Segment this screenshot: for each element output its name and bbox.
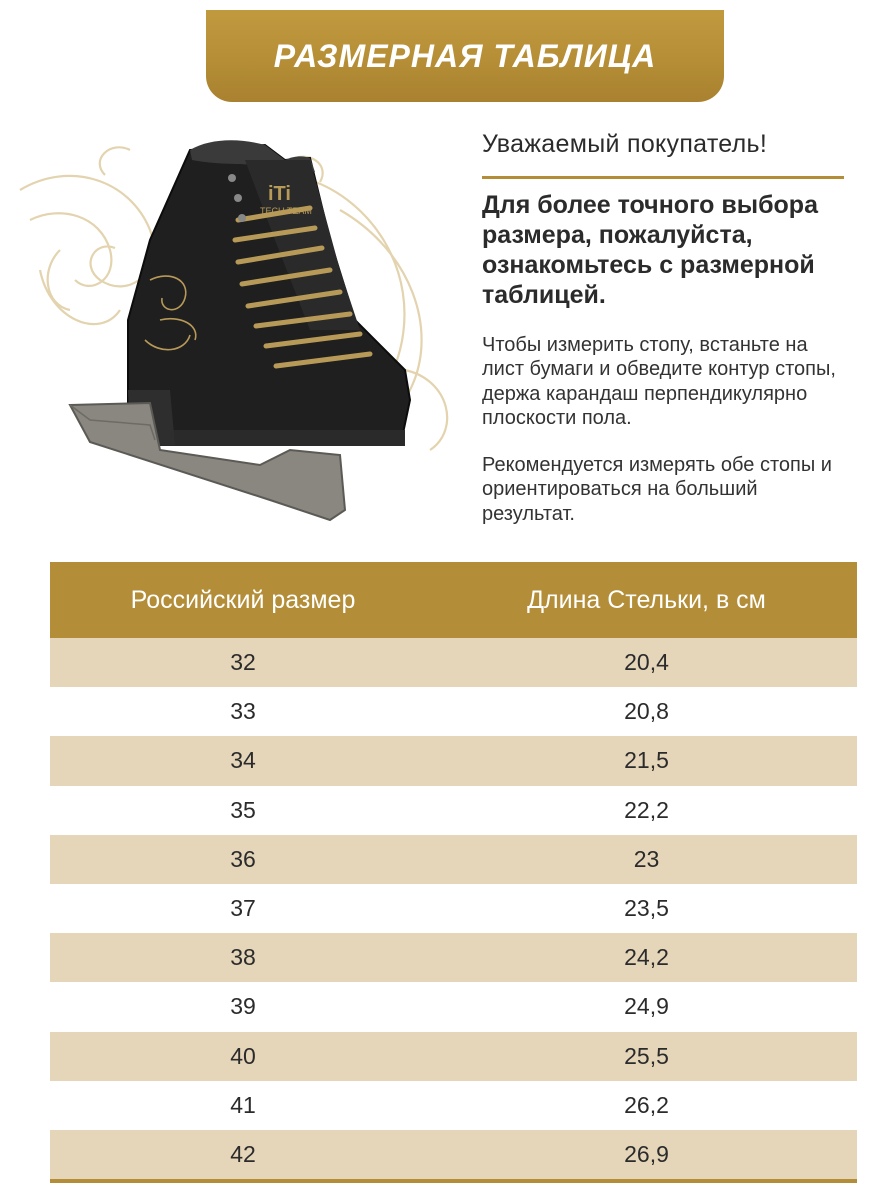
- size-cell: 38: [230, 944, 256, 971]
- table-row: [50, 638, 857, 687]
- size-cell: 40: [230, 1042, 256, 1069]
- insole-length-cell: 21,5: [624, 747, 669, 774]
- table-row: [50, 736, 857, 785]
- recommendation-text: Рекомендуется измерять обе стопы и ориентироваться на больший результат.: [482, 454, 832, 525]
- size-cell: 32: [230, 649, 256, 676]
- size-cell: 42: [230, 1140, 256, 1167]
- insole-length-cell: 23: [633, 845, 660, 872]
- table-row: [50, 884, 857, 933]
- svg-text:TECH TEAM: TECH TEAM: [260, 206, 312, 216]
- size-cell: 35: [230, 796, 256, 823]
- size-cell: 39: [230, 993, 256, 1020]
- table-row: [50, 786, 857, 835]
- table-row: [50, 1130, 857, 1179]
- table-footer-rule: [50, 1179, 857, 1183]
- size-cell: 36: [230, 845, 256, 872]
- table-body: [50, 638, 857, 1179]
- table-row: [50, 933, 857, 982]
- size-cell: 33: [230, 698, 256, 725]
- insole-length-cell: 22,2: [624, 796, 669, 823]
- header-banner: [206, 10, 724, 102]
- size-table: [50, 562, 857, 1183]
- figure-skate-image: [10, 120, 470, 540]
- insole-length-cell: 20,4: [624, 649, 669, 676]
- table-row: [50, 982, 857, 1031]
- table-header: [50, 562, 857, 638]
- greeting-text: Уважаемый покупатель!: [482, 130, 768, 158]
- measure-instruction-text: Чтобы измерить стопу, встаньте на лист бумаги и обведите контур стопы, держа карандаш перпендикулярно плоскости пола.: [482, 334, 836, 430]
- insole-length-cell: 23,5: [624, 895, 669, 922]
- page-title: РАЗМЕРНАЯ ТАБЛИЦА: [273, 37, 657, 74]
- insole-length-cell: 24,2: [624, 944, 669, 971]
- size-cell: 34: [230, 747, 256, 774]
- insole-length-cell: 20,8: [624, 698, 669, 725]
- insole-length-cell: 24,9: [624, 993, 669, 1020]
- divider: [482, 176, 844, 179]
- table-row: [50, 687, 857, 736]
- table-row: [50, 835, 857, 884]
- header-insole-length: Длина Стельки, в см: [527, 585, 766, 614]
- intro-text: Для более точного выбора размера, пожалуйста, ознакомьтесь с размерной таблицей.: [482, 191, 818, 309]
- header-russian-size: Российский размер: [130, 585, 356, 614]
- table-row: [50, 1081, 857, 1130]
- insole-length-cell: 25,5: [624, 1042, 669, 1069]
- table-row: [50, 1032, 857, 1081]
- svg-text:iTi: iTi: [268, 183, 291, 205]
- insole-length-cell: 26,2: [624, 1091, 669, 1118]
- size-cell: 41: [230, 1091, 256, 1118]
- insole-length-cell: 26,9: [624, 1140, 669, 1167]
- size-cell: 37: [230, 895, 256, 922]
